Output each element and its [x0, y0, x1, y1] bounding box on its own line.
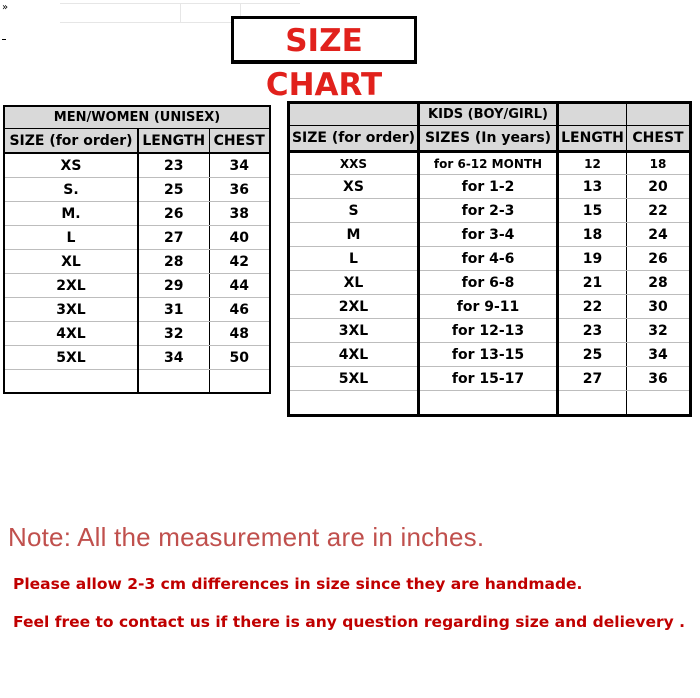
measurement-note: Note: All the measurement are in inches. — [8, 522, 485, 552]
table-row-empty — [289, 391, 691, 416]
chest-cell: 40 — [209, 226, 270, 250]
empty-header-cell — [289, 103, 419, 126]
column-header: LENGTH — [138, 129, 209, 154]
table-row — [289, 367, 691, 391]
table-header-row — [4, 129, 270, 154]
chest-cell: 24 — [627, 223, 691, 247]
empty-cell — [558, 391, 627, 416]
table-row — [4, 178, 270, 202]
chest-cell: 46 — [209, 298, 270, 322]
title-box — [231, 16, 417, 103]
chest-cell: 20 — [627, 175, 691, 199]
column-header: SIZE (for order) — [4, 129, 138, 154]
size-cell: M. — [4, 202, 138, 226]
length-cell: 15 — [558, 199, 627, 223]
chest-cell: 42 — [209, 250, 270, 274]
unisex-size-table — [3, 105, 271, 394]
size-cell: 3XL — [4, 298, 138, 322]
column-header: CHEST — [209, 129, 270, 154]
chest-cell: 36 — [627, 367, 691, 391]
empty-cell — [289, 391, 419, 416]
size-cell: XL — [4, 250, 138, 274]
empty-cell — [138, 370, 209, 394]
age-cell: for 3-4 — [419, 223, 558, 247]
size-cell: L — [289, 247, 419, 271]
table-row — [289, 223, 691, 247]
empty-header-cell — [627, 103, 691, 126]
chest-cell: 36 — [209, 178, 270, 202]
handmade-disclaimer: Please allow 2-3 cm differences in size since they are handmade. — [13, 575, 583, 593]
size-cell: 5XL — [4, 346, 138, 370]
length-cell: 31 — [138, 298, 209, 322]
empty-cell — [209, 370, 270, 394]
table-row — [289, 247, 691, 271]
size-cell: 2XL — [289, 295, 419, 319]
table-row — [4, 322, 270, 346]
stray-mark — [2, 39, 6, 40]
length-cell: 23 — [558, 319, 627, 343]
table-row — [4, 274, 270, 298]
table-row — [4, 250, 270, 274]
table-header-row — [289, 126, 691, 152]
length-cell: 22 — [558, 295, 627, 319]
chest-cell: 44 — [209, 274, 270, 298]
age-cell: for 15-17 — [419, 367, 558, 391]
table-row-empty — [4, 370, 270, 394]
size-cell: L — [4, 226, 138, 250]
chest-cell: 38 — [209, 202, 270, 226]
length-cell: 13 — [558, 175, 627, 199]
size-cell: 4XL — [4, 322, 138, 346]
chest-cell: 22 — [627, 199, 691, 223]
table-group-header-row — [4, 106, 270, 129]
size-cell: XL — [289, 271, 419, 295]
column-header: LENGTH — [558, 126, 627, 152]
age-cell: for 2-3 — [419, 199, 558, 223]
unisex-group-header: MEN/WOMEN (UNISEX) — [4, 106, 270, 129]
length-cell: 26 — [138, 202, 209, 226]
column-header: SIZE (for order) — [289, 126, 419, 152]
table-row — [289, 295, 691, 319]
age-cell: for 4-6 — [419, 247, 558, 271]
age-cell: for 9-11 — [419, 295, 558, 319]
table-group-header-row — [289, 103, 691, 126]
length-cell: 28 — [138, 250, 209, 274]
table-row — [289, 343, 691, 367]
size-cell: XS — [4, 153, 138, 178]
table-row — [4, 153, 270, 178]
length-cell: 25 — [138, 178, 209, 202]
size-cell: 2XL — [4, 274, 138, 298]
length-cell: 12 — [558, 152, 627, 175]
size-cell: 5XL — [289, 367, 419, 391]
length-cell: 18 — [558, 223, 627, 247]
age-cell: for 6-8 — [419, 271, 558, 295]
table-row — [4, 298, 270, 322]
table-row — [289, 175, 691, 199]
size-cell: 4XL — [289, 343, 419, 367]
length-cell: 32 — [138, 322, 209, 346]
size-cell: S. — [4, 178, 138, 202]
chest-cell: 18 — [627, 152, 691, 175]
length-cell: 23 — [138, 153, 209, 178]
table-row — [289, 271, 691, 295]
empty-cell — [4, 370, 138, 394]
table-row — [4, 346, 270, 370]
empty-cell — [419, 391, 558, 416]
kids-size-table — [287, 101, 692, 417]
chest-cell: 48 — [209, 322, 270, 346]
table-row — [289, 199, 691, 223]
age-cell: for 12-13 — [419, 319, 558, 343]
length-cell: 27 — [558, 367, 627, 391]
table-row — [289, 152, 691, 175]
chest-cell: 34 — [627, 343, 691, 367]
kids-group-header: KIDS (BOY/GIRL) — [419, 103, 558, 126]
size-cell: S — [289, 199, 419, 223]
chest-cell: 28 — [627, 271, 691, 295]
empty-header-cell — [558, 103, 627, 126]
column-header: CHEST — [627, 126, 691, 152]
table-row — [4, 226, 270, 250]
size-cell: XXS — [289, 152, 419, 175]
length-cell: 29 — [138, 274, 209, 298]
chest-cell: 34 — [209, 153, 270, 178]
length-cell: 25 — [558, 343, 627, 367]
length-cell: 21 — [558, 271, 627, 295]
age-cell: for 1-2 — [419, 175, 558, 199]
chest-cell: 30 — [627, 295, 691, 319]
corner-mark: » — [2, 2, 9, 13]
column-header: SIZES (In years) — [419, 126, 558, 152]
size-cell: XS — [289, 175, 419, 199]
page-title: SIZE CHART — [265, 23, 383, 103]
age-cell: for 13-15 — [419, 343, 558, 367]
chest-cell: 32 — [627, 319, 691, 343]
chest-cell: 26 — [627, 247, 691, 271]
length-cell: 34 — [138, 346, 209, 370]
empty-cell — [627, 391, 691, 416]
chest-cell: 50 — [209, 346, 270, 370]
age-cell: for 6-12 MONTH — [419, 152, 558, 175]
table-row — [4, 202, 270, 226]
contact-notice: Feel free to contact us if there is any question regarding size and delievery . — [13, 613, 686, 631]
length-cell: 19 — [558, 247, 627, 271]
length-cell: 27 — [138, 226, 209, 250]
size-cell: M — [289, 223, 419, 247]
table-row — [289, 319, 691, 343]
size-cell: 3XL — [289, 319, 419, 343]
